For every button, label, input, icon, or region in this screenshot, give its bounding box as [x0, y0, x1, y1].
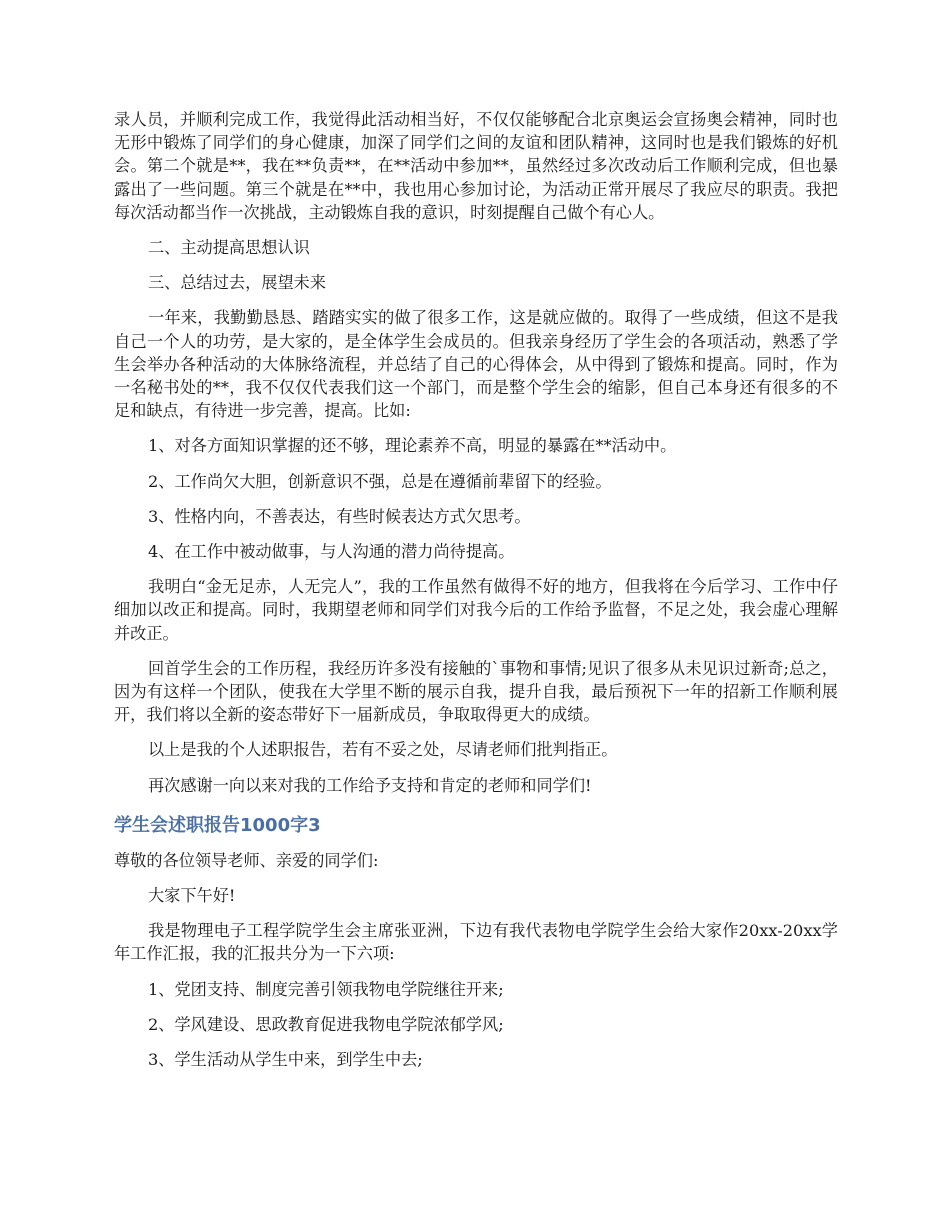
- report-item-2: 2、学风建设、思政教育促进我物电学院浓郁学风;: [148, 1014, 504, 1034]
- list-item-3: 3、性格内向，不善表达，有些时候表达方式欠思考。: [148, 506, 531, 526]
- list-item-2: 2、工作尚欠大胆，创新意识不强，总是在遵循前辈留下的经验。: [148, 471, 612, 491]
- report-item-1: 1、党团支持、制度完善引领我物电学院继往开来;: [148, 979, 504, 999]
- paragraph-improvement: 我明白“金无足赤，人无完人”，我的工作虽然有做得不好的地方，但我将在今后学习、工作中仔细加以改正和提高。同时，我期望老师和同学们对我今后的工作给予监督，不足之处，我会虚心理解并改正。: [114, 577, 838, 643]
- list-item-4: 4、在工作中被动做事，与人沟通的潜力尚待提高。: [148, 542, 515, 562]
- paragraph-review: 回首学生会的工作历程，我经历许多没有接触的`事物和事情;见识了很多从未见识过新奇;总之，因为有这样一个团队，使我在大学里不断的展示自我，提升自我，最后预祝下一年的招新工作顺利展开，我们将以全新的姿态带好下一届新成员，争取取得更大的成绩。: [114, 658, 838, 725]
- greeting: 大家下午好!: [148, 886, 236, 906]
- salutation: 尊敬的各位领导老师、亲爱的同学们:: [114, 850, 379, 870]
- section-title-2: 二、主动提高思想认识: [148, 238, 310, 258]
- paragraph-thanks: 再次感谢一向以来对我的工作给予支持和肯定的老师和同学们!: [148, 775, 592, 795]
- paragraph-intro: 我是物理电子工程学院学生会主席张亚洲，下边有我代表物电学院学生会给大家作20xx-20xx学年工作汇报，我的汇报共分为一下六项:: [114, 921, 838, 964]
- list-item-1: 1、对各方面知识掌握的还不够，理论素养不高，明显的暴露在**活动中。: [148, 436, 677, 456]
- section-title-3: 三、总结过去，展望未来: [148, 273, 327, 293]
- paragraph-continued: 录人员，并顺利完成工作，我觉得此活动相当好，不仅仅能够配合北京奥运会宣扬奥会精神，同时也无形中锻炼了同学们的身心健康，加深了同学们之间的友谊和团队精神，这同时也是我们锻炼的好机会。第二个就是**，我在**负责**，在**活动中参加**，虽然经过多次改动后工作顺利完成，但也暴露出了一些问题。第三个就是在**中，我也用心参加讨论，为活动正常开展尽了我应尽的职责。我把每次活动都当作一次挑战，主动锻炼自我的意识，时刻提醒自己做个有心人。: [114, 110, 838, 222]
- report-item-3: 3、学生活动从学生中来，到学生中去;: [148, 1050, 423, 1070]
- paragraph-summary: 一年来，我勤勤恳恳、踏踏实实的做了很多工作，这是就应做的。取得了一些成绩，但这不是我自己一个人的功劳，是大家的，是全体学生会成员的。但我亲身经历了学生会的各项活动，熟悉了学生会举办各种活动的大体脉络流程，并总结了自己的心得体会，从中得到了锻炼和提高。同时，作为一名秘书处的**，我不仅仅代表我们这一个部门，而是整个学生会的缩影，但自己本身还有很多的不足和缺点，有待进一步完善，提高。比如:: [114, 308, 838, 421]
- paragraph-closing: 以上是我的个人述职报告，若有不妥之处，尽请老师们批判指正。: [148, 740, 618, 760]
- section-heading: 学生会述职报告1000字3: [114, 814, 321, 836]
